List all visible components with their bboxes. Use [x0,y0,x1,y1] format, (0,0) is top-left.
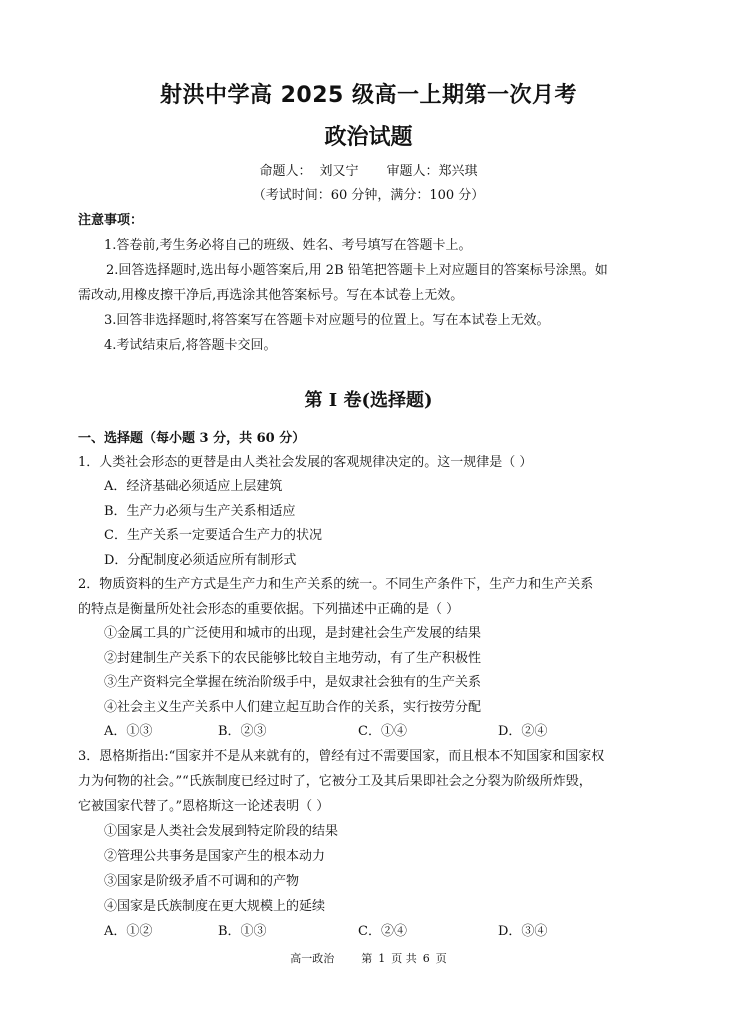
q3-option-a: A．①② [104,924,153,939]
q2-stem-line1: 2．物质资料的生产方式是生产力和生产关系的统一。不同生产条件下，生产力和生产关系 [78,577,594,592]
q2-stem-line2: 的特点是衡量所处社会形态的重要依据。下列描述中正确的是（ ） [78,602,460,617]
q3-statement-2: ②管理公共事务是国家产生的根本动力 [104,849,326,864]
q1-option-d: D．分配制度必须适应所有制形式 [104,553,297,568]
q3-stem-line3: 它被国家代替了。”恩格斯这一论述表明（ ） [78,799,330,814]
exam-info: （考试时间：60 分钟，满分：100 分） [252,188,485,203]
note-item-1: 1.答卷前,考生务必将自己的班级、姓名、考号填写在答题卡上。 [104,238,472,253]
note-item-4: 4.考试结束后,将答题卡交回。 [104,338,277,353]
q2-option-d: D．②④ [498,724,548,739]
q1-option-b: B．生产力必须与生产关系相适应 [104,504,296,519]
q1-stem: 1．人类社会形态的更替是由人类社会发展的客观规律决定的。这一规律是（ ） [78,455,533,470]
part-heading: 一、选择题（每小题 3 分，共 60 分） [78,431,306,446]
exam-title: 射洪中学高 2025 级高一上期第一次月考 [159,83,578,108]
author2-label: 审题人： [386,164,439,179]
q3-statement-4: ④国家是氏族制度在更大规模上的延续 [104,899,326,914]
q3-statement-3: ③国家是阶级矛盾不可调和的产物 [104,874,300,889]
footer-page-total: 6 [422,952,430,965]
q3-option-b: B．①③ [218,924,267,939]
section-title: 第 I 卷(选择题) [304,390,433,411]
q2-option-c: C．①④ [358,724,407,739]
page-footer [0,950,737,966]
q1-option-a: A．经济基础必须适应上层建筑 [104,479,283,494]
note-item-2-line2: 需改动,用橡皮擦干净后,再选涂其他答案标号。写在本试卷上无效。 [78,288,464,303]
footer-page-number: 1 [378,952,386,965]
footer-page-suffix: 页 [435,952,447,965]
author1-name: 刘又宁 [319,164,359,179]
q3-statement-1: ①国家是人类社会发展到特定阶段的结果 [104,824,339,839]
q2-statement-2: ②封建制生产关系下的农民能够比较自主地劳动，有了生产积极性 [104,651,482,666]
q3-option-d: D．③④ [498,924,548,939]
note-item-2-line1: 2.回答选择题时,选出每小题答案后,用 2B 铅笔把答题卡上对应题目的答案标号涂黑。如 [106,263,608,278]
footer-subject: 高一政治 [290,952,335,965]
notes-heading: 注意事项： [78,213,144,228]
q2-statement-1: ①金属工具的广泛使用和城市的出现，是封建社会生产发展的结果 [104,626,482,641]
note-item-3: 3.回答非选择题时,将答案写在答题卡对应题号的位置上。写在本试卷上无效。 [104,313,550,328]
q2-statement-4: ④社会主义生产关系中人们建立起互助合作的关系，实行按劳分配 [104,700,482,715]
footer-page-mid: 页 共 [391,952,417,965]
author1-label: 命题人： [259,164,312,179]
q3-stem-line1: 3．恩格斯指出:“国家并不是从来就有的，曾经有过不需要国家，而且根本不知国家和国家权 [78,749,605,764]
q2-option-b: B．②③ [218,724,267,739]
q3-stem-line2: 力为何物的社会。”“氏族制度已经过时了，它被分工及其后果即社会之分裂为阶级所炸毁， [78,774,592,789]
authors-line [0,160,737,179]
subject-title: 政治试题 [324,125,413,150]
q2-statement-3: ③生产资料完全掌握在统治阶级手中，是奴隶社会独有的生产关系 [104,675,482,690]
q1-option-c: C．生产关系一定要适合生产力的状况 [104,528,322,543]
q3-option-c: C．②④ [358,924,407,939]
q2-option-a: A．①③ [104,724,153,739]
footer-page-prefix: 第 [361,952,373,965]
author2-name: 郑兴琪 [438,164,478,179]
